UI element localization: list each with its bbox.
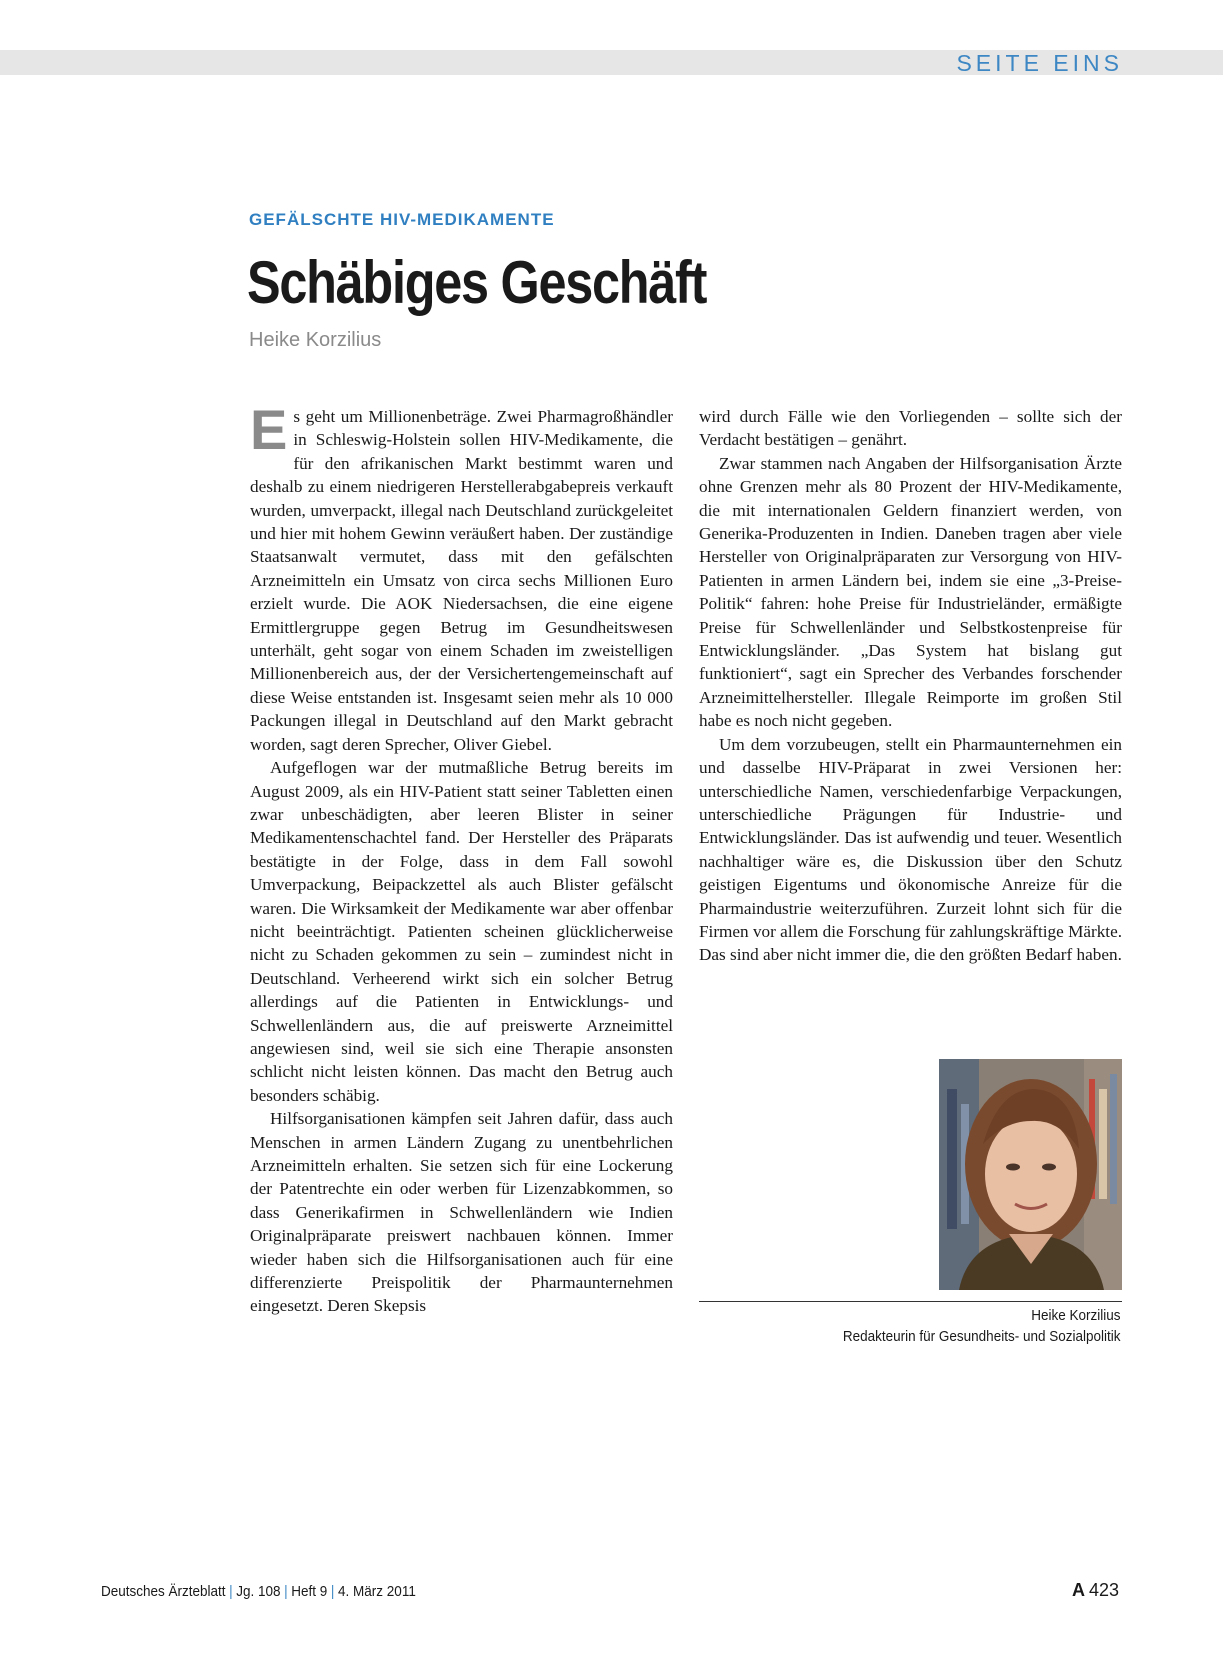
paragraph-text: s geht um Millionenbeträge. Zwei Pharmagroßhändler in Schleswig-Holstein sollen HIV-Medikamente, die für den afrikanischen Markt bestimmt waren und deshalb zu einem niedrigeren Herstellerabgabepreis verkauft wurden, umverpackt, illegal nach Deutschland zurückgeleitet und hier mit hohem Gewinn veräußert haben. Der zuständige Staatsanwalt vermutet, dass mit den gefälschten Arzneimitteln ein Umsatz von circa sechs Millionen Euro erzielt wurde. Die AOK Niedersachsen, die eine eigene Ermittlergruppe gegen Betrug im Gesundheitswesen unterhält, geht sogar von einem Schaden im zweistelligen Millionenbereich aus, der der Versichertengemeinschaft auf diese Weise entstanden ist. Insgesamt seien mehr als 10 000 Packungen illegal in Deutschland auf den Markt gebracht worden, sagt deren Sprecher, Oliver Giebel. [250,407,673,754]
paragraph: Aufgeflogen war der mutmaßliche Betrug bereits im August 2009, als ein HIV-Patient statt seiner Tabletten einen zwar unbeschädigten, aber leeren Blister in seiner Medikamentenschachtel fand. Der Hersteller des Präparats bestätigte in der Folge, dass in dem Fall sowohl Umverpackung, Beipackzettel als auch Blister gefälscht waren. Die Wirksamkeit der Medikamente war aber offenbar nicht beeinträchtigt. Patienten scheinen glücklicherweise nicht zu Schaden gekommen zu sein – zumindest nicht in Deutschland. Verheerend wirkt sich ein solcher Betrug allerdings auf die Patienten in Entwicklungs- und Schwellenländern aus, die auf preiswerte Arzneimittel angewiesen sind, weil sie sich eine Therapie ansonsten schlicht nicht leisten können. Das macht den Betrug auch besonders schäbig. [250,758,673,1105]
footer-citation [101,1583,416,1600]
caption-role: Redakteurin für Gesundheits- und Sozialpolitik [843,1328,1121,1345]
page-prefix: A [1071,1580,1085,1600]
article-column-left [250,398,673,1318]
portrait-caption [843,1305,1121,1347]
page-number-value: 423 [1088,1580,1119,1600]
article-author: Heike Korzilius [249,329,382,351]
footer-issue: Heft 9 [291,1583,328,1600]
paragraph: Um dem vorzubeugen, stellt ein Pharmaunternehmen ein und dasselbe HIV-Präparat in zwei Versionen her: unterschiedliche Namen, verschiedenfarbige Verpackungen, unterschiedliche Prägungen für Industrie- und Entwicklungsländer. Das ist aufwendig und teuer. Wesentlich nachhaltiger wäre es, die Diskussion über den Schutz geistigen Eigentums und ökonomische Anreize für die Pharmaindustrie weiterzuführen. Zurzeit lohnt sich für die Firmen vor allem die Forschung für zahlungskräftige Märkte. Das sind aber nicht immer die, die den größten Bedarf haben. [699,734,1122,965]
paragraph [250,398,673,756]
footer-separator: | [330,1583,335,1600]
portrait-illustration [939,1059,1122,1290]
drop-cap: E [250,398,288,461]
author-portrait-photo [939,1059,1122,1290]
article-title: Schäbiges Geschäft [247,249,707,316]
footer-journal: Deutsches Ärzteblatt [101,1583,226,1600]
paragraph: Hilfsorganisationen kämpfen seit Jahren dafür, dass auch Menschen in armen Ländern Zugang zu unentbehrlichen Arzneimitteln erhalten. Sie setzen sich für eine Lockerung der Patentrechte ein oder werben für Lizenzabkommen, so dass Generikafirmen in Schwellenländern wie Indien Originalpräparate preiswert nachbauen können. Immer wieder haben sich die Hilfsorganisationen auch für eine differenzierte Preispolitik der Pharmaunternehmen eingesetzt. Deren Skepsis [250,1109,673,1316]
footer-date: 4. März 2011 [338,1583,416,1600]
page-number [1072,1580,1119,1601]
caption-name: Heike Korzilius [1031,1307,1121,1324]
footer-separator: | [229,1583,233,1600]
paragraph: wird durch Fälle wie den Vorliegenden – sollte sich der Verdacht bestätigen – genährt. [699,407,1122,450]
section-label: SEITE EINS [956,50,1123,76]
footer-volume: Jg. 108 [236,1583,281,1600]
footer-separator: | [284,1583,288,1600]
paragraph: Zwar stammen nach Angaben der Hilfsorganisation Ärzte ohne Grenzen mehr als 80 Prozent der HIV-Medikamente, die mit internationalen Geldern finanziert werden, von Generika-Produzenten in Indien. Daneben tragen aber viele Hersteller von Originalpräparaten zur Versorgung von HIV-Patienten in armen Ländern bei, indem sie eine „3-Preise-Politik“ fahren: hohe Preise für Industrieländer, ermäßigte Preise für Schwellenländer und Selbstkostenpreise für Entwicklungsländer. „Das System hat bislang gut funktioniert“, sagt ein Sprecher des Verbandes forschender Arzneimittelhersteller. Illegale Reimporte im großen Stil habe es noch nicht gegeben. [699,453,1122,731]
article-column-right [699,405,1122,967]
caption-divider [699,1301,1122,1302]
article-kicker: GEFÄLSCHTE HIV-MEDIKAMENTE [249,210,555,229]
